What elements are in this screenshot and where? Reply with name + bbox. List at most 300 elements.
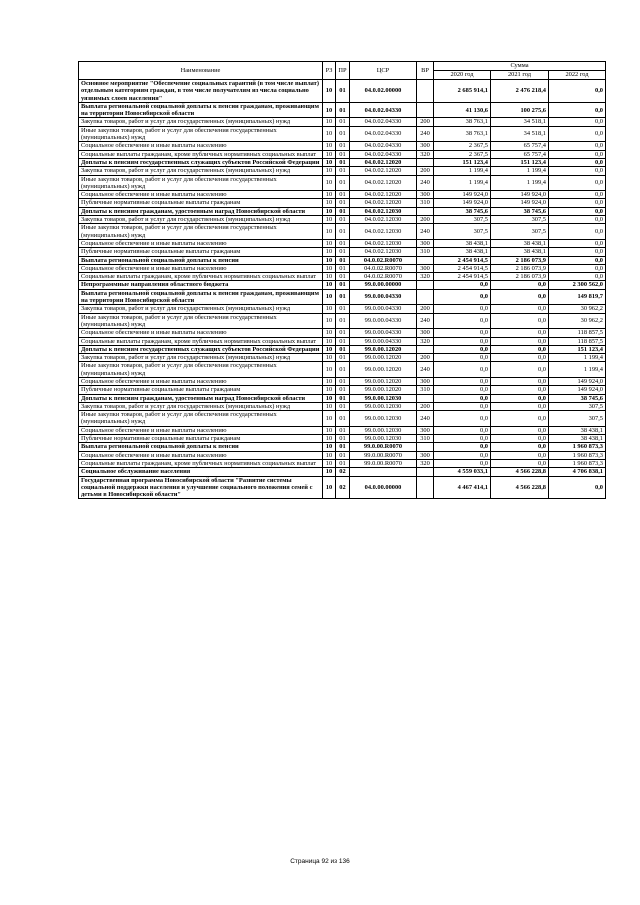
cell-rz: 10: [323, 362, 336, 378]
cell-2021: 0,0: [491, 362, 549, 378]
cell-pr: 01: [336, 207, 350, 215]
cell-pr: 01: [336, 199, 350, 207]
cell-2020: 2 685 914,1: [434, 80, 491, 103]
cell-2020: 2 367,5: [434, 142, 491, 150]
cell-pr: 01: [336, 313, 350, 329]
cell-pr: 01: [336, 158, 350, 166]
cell-csr: 99.0.00.12030: [350, 435, 417, 443]
header-2022: 2022 год: [549, 71, 606, 80]
table-row: [79, 354, 606, 362]
cell-2022: 0,0: [549, 102, 606, 118]
cell-2022: 0,0: [549, 207, 606, 215]
cell-name: Доплаты к пенсиям гражданам, удостоенным наград Новосибирской области: [79, 394, 323, 402]
cell-vr: 200: [417, 118, 434, 126]
cell-2020: 4 559 033,1: [434, 468, 491, 476]
cell-pr: 01: [336, 80, 350, 103]
cell-vr: 320: [417, 150, 434, 158]
cell-csr: [350, 468, 417, 476]
table-row: [79, 426, 606, 434]
cell-2022: 149 924,0: [549, 377, 606, 385]
cell-name: Закупка товаров, работ и услуг для государственных (муниципальных) нужд: [79, 118, 323, 126]
budget-document: [78, 61, 605, 499]
cell-2020: 2 367,5: [434, 150, 491, 158]
cell-rz: 10: [323, 256, 336, 264]
cell-vr: [417, 345, 434, 353]
cell-vr: 320: [417, 337, 434, 345]
cell-name: Закупка товаров, работ и услуг для государственных (муниципальных) нужд: [79, 216, 323, 224]
cell-2021: 34 518,1: [491, 126, 549, 142]
cell-2020: 0,0: [434, 377, 491, 385]
cell-2022: 0,0: [549, 175, 606, 191]
cell-rz: 10: [323, 305, 336, 313]
cell-2022: 307,5: [549, 411, 606, 427]
cell-csr: 04.0.02.R0070: [350, 273, 417, 281]
cell-rz: 10: [323, 459, 336, 467]
cell-vr: 240: [417, 224, 434, 240]
table-row: [79, 175, 606, 191]
page-number: Страница 92 из 136: [290, 858, 350, 865]
cell-name: Социальное обеспечение и иные выплаты населению: [79, 142, 323, 150]
cell-2022: 0,0: [549, 167, 606, 175]
cell-vr: 200: [417, 167, 434, 175]
cell-csr: 99.0.00.12020: [350, 345, 417, 353]
cell-vr: 240: [417, 362, 434, 378]
cell-pr: 01: [336, 394, 350, 402]
cell-2020: 149 924,0: [434, 199, 491, 207]
cell-2022: 118 857,5: [549, 337, 606, 345]
cell-2022: 0,0: [549, 256, 606, 264]
table-row: [79, 118, 606, 126]
cell-2021: 0,0: [491, 459, 549, 467]
cell-rz: 10: [323, 216, 336, 224]
cell-2021: 0,0: [491, 411, 549, 427]
cell-name: Социальное обеспечение и иные выплаты населению: [79, 191, 323, 199]
table-row: [79, 126, 606, 142]
cell-2022: 0,0: [549, 191, 606, 199]
cell-2022: 0,0: [549, 142, 606, 150]
cell-rz: 10: [323, 248, 336, 256]
cell-rz: 10: [323, 329, 336, 337]
cell-name: Социальное обеспечение и иные выплаты населению: [79, 451, 323, 459]
cell-2021: 65 757,4: [491, 142, 549, 150]
cell-vr: 300: [417, 329, 434, 337]
cell-2022: 0,0: [549, 216, 606, 224]
cell-name: Закупка товаров, работ и услуг для государственных (муниципальных) нужд: [79, 305, 323, 313]
cell-2020: 0,0: [434, 402, 491, 410]
cell-name: Публичные нормативные социальные выплаты гражданам: [79, 248, 323, 256]
cell-2020: 0,0: [434, 345, 491, 353]
cell-name: Социальное обслуживание населения: [79, 468, 323, 476]
cell-rz: 10: [323, 386, 336, 394]
cell-vr: [417, 158, 434, 166]
cell-pr: 01: [336, 126, 350, 142]
cell-pr: 01: [336, 216, 350, 224]
cell-name: Социальное обеспечение и иные выплаты населению: [79, 377, 323, 385]
cell-pr: 01: [336, 377, 350, 385]
cell-vr: 300: [417, 426, 434, 434]
cell-2021: 1 199,4: [491, 167, 549, 175]
cell-2022: 38 438,1: [549, 426, 606, 434]
cell-name: Иные закупки товаров, работ и услуг для обеспечения государственных (муниципальных) нужд: [79, 224, 323, 240]
cell-vr: [417, 256, 434, 264]
cell-pr: 01: [336, 289, 350, 305]
cell-csr: 04.0.02.04330: [350, 126, 417, 142]
header-2021: 2021 год: [491, 71, 549, 80]
cell-pr: 01: [336, 443, 350, 451]
cell-2020: 2 454 914,5: [434, 256, 491, 264]
table-row: [79, 167, 606, 175]
table-row: [79, 289, 606, 305]
cell-rz: 10: [323, 476, 336, 499]
table-row: [79, 329, 606, 337]
cell-csr: 99.0.00.12020: [350, 386, 417, 394]
cell-name: Доплаты к пенсиям гражданам, удостоенным наград Новосибирской области: [79, 207, 323, 215]
cell-2021: 0,0: [491, 426, 549, 434]
header-sum: Сумма: [434, 62, 606, 71]
cell-2021: 0,0: [491, 329, 549, 337]
cell-2022: 0,0: [549, 476, 606, 499]
cell-rz: 10: [323, 126, 336, 142]
table-row: [79, 411, 606, 427]
cell-csr: 99.0.00.12020: [350, 362, 417, 378]
cell-csr: 99.0.00.R0070: [350, 459, 417, 467]
cell-pr: 01: [336, 402, 350, 410]
cell-2021: 38 438,1: [491, 248, 549, 256]
cell-name: Социальное обеспечение и иные выплаты населению: [79, 329, 323, 337]
cell-2021: 0,0: [491, 443, 549, 451]
cell-pr: 01: [336, 118, 350, 126]
cell-2021: 2 476 218,4: [491, 80, 549, 103]
cell-name: Иные закупки товаров, работ и услуг для обеспечения государственных (муниципальных) нужд: [79, 411, 323, 427]
cell-2020: 0,0: [434, 354, 491, 362]
cell-2021: 2 186 073,9: [491, 273, 549, 281]
cell-vr: 300: [417, 191, 434, 199]
cell-name: Иные закупки товаров, работ и услуг для обеспечения государственных (муниципальных) нужд: [79, 175, 323, 191]
table-row: [79, 313, 606, 329]
cell-csr: 04.0.02.12030: [350, 207, 417, 215]
cell-rz: 10: [323, 337, 336, 345]
cell-2021: 0,0: [491, 377, 549, 385]
cell-2020: 38 438,1: [434, 248, 491, 256]
cell-rz: 10: [323, 158, 336, 166]
cell-2021: 34 518,1: [491, 118, 549, 126]
cell-pr: 01: [336, 305, 350, 313]
cell-2020: 0,0: [434, 337, 491, 345]
cell-vr: 200: [417, 354, 434, 362]
cell-csr: 04.0.00.00000: [350, 476, 417, 499]
cell-pr: 01: [336, 411, 350, 427]
cell-2020: 38 438,1: [434, 239, 491, 247]
cell-2020: 307,5: [434, 224, 491, 240]
cell-2020: 151 123,4: [434, 158, 491, 166]
cell-csr: 99.0.00.12020: [350, 377, 417, 385]
cell-2022: 0,0: [549, 80, 606, 103]
cell-2022: 0,0: [549, 273, 606, 281]
table-row: [79, 216, 606, 224]
cell-pr: 02: [336, 476, 350, 499]
cell-name: Выплата региональной социальной доплаты к пенсии: [79, 443, 323, 451]
cell-2020: 2 454 914,5: [434, 273, 491, 281]
cell-2022: 30 962,2: [549, 305, 606, 313]
table-body: [79, 80, 606, 499]
cell-2022: 1 960 873,3: [549, 451, 606, 459]
cell-pr: 01: [336, 459, 350, 467]
cell-csr: 04.0.02.12030: [350, 216, 417, 224]
cell-csr: 04.0.02.04330: [350, 102, 417, 118]
cell-csr: 99.0.00.R0070: [350, 451, 417, 459]
cell-vr: 310: [417, 435, 434, 443]
cell-vr: 200: [417, 216, 434, 224]
cell-name: Социальное обеспечение и иные выплаты населению: [79, 264, 323, 272]
cell-name: Социальные выплаты гражданам, кроме публичных нормативных социальных выплат: [79, 150, 323, 158]
cell-csr: 99.0.00.04330: [350, 289, 417, 305]
cell-csr: 99.0.00.04330: [350, 337, 417, 345]
cell-rz: 10: [323, 435, 336, 443]
cell-vr: 300: [417, 239, 434, 247]
table-row: [79, 207, 606, 215]
cell-pr: 01: [336, 273, 350, 281]
cell-rz: 10: [323, 142, 336, 150]
table-row: [79, 199, 606, 207]
cell-2022: 149 819,7: [549, 289, 606, 305]
cell-rz: 10: [323, 191, 336, 199]
cell-name: Доплаты к пенсиям государственных служащих субъектов Российской Федерации: [79, 345, 323, 353]
table-row: [79, 305, 606, 313]
cell-name: Социальное обеспечение и иные выплаты населению: [79, 239, 323, 247]
cell-2022: 0,0: [549, 118, 606, 126]
cell-pr: 01: [336, 329, 350, 337]
cell-vr: 200: [417, 305, 434, 313]
cell-vr: 310: [417, 386, 434, 394]
cell-2022: 149 924,0: [549, 386, 606, 394]
cell-rz: 10: [323, 394, 336, 402]
cell-2021: 0,0: [491, 345, 549, 353]
cell-csr: 99.0.00.04330: [350, 305, 417, 313]
cell-rz: 10: [323, 102, 336, 118]
cell-2021: 0,0: [491, 394, 549, 402]
cell-vr: 300: [417, 377, 434, 385]
cell-2021: 149 924,0: [491, 199, 549, 207]
cell-pr: 01: [336, 451, 350, 459]
cell-2020: 0,0: [434, 329, 491, 337]
cell-rz: 10: [323, 264, 336, 272]
cell-2020: 0,0: [434, 459, 491, 467]
header-pr: ПР: [336, 62, 350, 80]
cell-pr: 01: [336, 354, 350, 362]
cell-name: Закупка товаров, работ и услуг для государственных (муниципальных) нужд: [79, 354, 323, 362]
cell-2022: 0,0: [549, 150, 606, 158]
cell-pr: 01: [336, 248, 350, 256]
cell-name: Социальные выплаты гражданам, кроме публичных нормативных социальных выплат: [79, 273, 323, 281]
cell-2022: 0,0: [549, 158, 606, 166]
cell-rz: 10: [323, 411, 336, 427]
cell-csr: 04.0.02.12020: [350, 175, 417, 191]
cell-csr: 04.0.02.12030: [350, 248, 417, 256]
cell-2020: 0,0: [434, 386, 491, 394]
cell-2021: 0,0: [491, 435, 549, 443]
cell-name: Выплата региональной социальной доплаты к пенсии: [79, 256, 323, 264]
cell-2021: 1 199,4: [491, 175, 549, 191]
cell-rz: 10: [323, 80, 336, 103]
cell-2020: 0,0: [434, 289, 491, 305]
cell-2022: 1 960 873,3: [549, 459, 606, 467]
cell-rz: 10: [323, 443, 336, 451]
cell-pr: 01: [336, 150, 350, 158]
header-name: Наименование: [79, 62, 323, 80]
cell-vr: [417, 207, 434, 215]
cell-name: Доплаты к пенсиям государственных служащих субъектов Российской Федерации: [79, 158, 323, 166]
table-row: [79, 224, 606, 240]
cell-csr: 04.0.02.04330: [350, 150, 417, 158]
cell-2022: 0,0: [549, 264, 606, 272]
cell-name: Иные закупки товаров, работ и услуг для обеспечения государственных (муниципальных) нужд: [79, 313, 323, 329]
cell-vr: [417, 468, 434, 476]
cell-csr: 04.0.02.12030: [350, 224, 417, 240]
table-row: [79, 142, 606, 150]
table-row: [79, 191, 606, 199]
cell-rz: 10: [323, 377, 336, 385]
cell-vr: [417, 476, 434, 499]
cell-vr: 300: [417, 142, 434, 150]
cell-pr: 01: [336, 345, 350, 353]
cell-csr: 04.0.02.00000: [350, 80, 417, 103]
cell-2021: 100 275,6: [491, 102, 549, 118]
cell-2020: 38 763,1: [434, 126, 491, 142]
cell-2021: 0,0: [491, 305, 549, 313]
cell-pr: 01: [336, 426, 350, 434]
cell-vr: 300: [417, 264, 434, 272]
cell-vr: [417, 443, 434, 451]
cell-2021: 307,5: [491, 224, 549, 240]
cell-name: Государственная программа Новосибирской области "Развитие системы социальной поддержки населения и улучшение социального положения семей с детьми в Новосибирской области": [79, 476, 323, 499]
cell-name: Социальное обеспечение и иные выплаты населению: [79, 426, 323, 434]
cell-pr: 01: [336, 175, 350, 191]
cell-csr: 99.0.00.04330: [350, 313, 417, 329]
cell-vr: 240: [417, 175, 434, 191]
cell-name: Выплата региональной социальной доплаты к пенсии гражданам, проживающим на территории Новосибирской области: [79, 289, 323, 305]
cell-2020: 38 745,6: [434, 207, 491, 215]
table-row: [79, 273, 606, 281]
cell-pr: 01: [336, 167, 350, 175]
cell-vr: [417, 289, 434, 305]
cell-2020: 0,0: [434, 426, 491, 434]
cell-rz: 10: [323, 451, 336, 459]
cell-2021: 2 186 073,9: [491, 264, 549, 272]
cell-name: Основное мероприятие "Обеспечение социальных гарантий (в том числе выплат) отдельным категориям граждан, в том числе получателям из числа социально уязвимых слоев населения": [79, 80, 323, 103]
cell-csr: 99.0.00.R0070: [350, 443, 417, 451]
cell-name: Закупка товаров, работ и услуг для государственных (муниципальных) нужд: [79, 167, 323, 175]
cell-csr: 04.0.02.12030: [350, 239, 417, 247]
table-row: [79, 377, 606, 385]
cell-2022: 1 199,4: [549, 362, 606, 378]
cell-rz: 10: [323, 224, 336, 240]
cell-2021: 0,0: [491, 402, 549, 410]
cell-vr: 310: [417, 248, 434, 256]
cell-2021: 38 438,1: [491, 239, 549, 247]
table-header: [79, 62, 606, 80]
cell-2021: 149 924,0: [491, 191, 549, 199]
cell-2022: 2 300 562,0: [549, 281, 606, 289]
cell-rz: 10: [323, 167, 336, 175]
cell-vr: 240: [417, 126, 434, 142]
table-row: [79, 158, 606, 166]
cell-2022: 4 706 838,1: [549, 468, 606, 476]
table-row: [79, 345, 606, 353]
cell-pr: 02: [336, 468, 350, 476]
cell-2020: 2 454 914,5: [434, 264, 491, 272]
cell-2021: 0,0: [491, 313, 549, 329]
cell-rz: 10: [323, 239, 336, 247]
cell-rz: 10: [323, 118, 336, 126]
cell-2021: 307,5: [491, 216, 549, 224]
cell-2020: 0,0: [434, 313, 491, 329]
header-2020: 2020 год: [434, 71, 491, 80]
cell-name: Непрограммные направления областного бюджета: [79, 281, 323, 289]
table-row: [79, 239, 606, 247]
cell-name: Выплата региональной социальной доплаты к пенсии гражданам, проживающим на территории Новосибирской области: [79, 102, 323, 118]
table-row: [79, 248, 606, 256]
cell-pr: 01: [336, 386, 350, 394]
cell-2021: 38 745,6: [491, 207, 549, 215]
cell-csr: 04.0.02.12020: [350, 167, 417, 175]
table-row: [79, 459, 606, 467]
cell-2020: 1 199,4: [434, 167, 491, 175]
cell-csr: 99.0.00.04330: [350, 329, 417, 337]
cell-2020: 0,0: [434, 451, 491, 459]
cell-csr: 99.0.00.00000: [350, 281, 417, 289]
table-row: [79, 443, 606, 451]
budget-table: [78, 61, 606, 499]
cell-2020: 149 924,0: [434, 191, 491, 199]
cell-pr: 01: [336, 281, 350, 289]
cell-rz: 10: [323, 468, 336, 476]
cell-2021: 151 123,4: [491, 158, 549, 166]
cell-2022: 151 123,4: [549, 345, 606, 353]
cell-pr: 01: [336, 435, 350, 443]
table-row: [79, 256, 606, 264]
cell-2021: 2 186 073,9: [491, 256, 549, 264]
cell-vr: [417, 102, 434, 118]
cell-2021: 0,0: [491, 354, 549, 362]
cell-rz: 10: [323, 207, 336, 215]
table-row: [79, 281, 606, 289]
table-row: [79, 337, 606, 345]
cell-rz: 10: [323, 289, 336, 305]
cell-2021: 0,0: [491, 281, 549, 289]
cell-pr: 01: [336, 256, 350, 264]
cell-csr: 04.0.02.R0070: [350, 264, 417, 272]
cell-rz: 10: [323, 426, 336, 434]
cell-vr: 240: [417, 313, 434, 329]
cell-2020: 0,0: [434, 435, 491, 443]
cell-name: Иные закупки товаров, работ и услуг для обеспечения государственных (муниципальных) нужд: [79, 126, 323, 142]
table-row: [79, 80, 606, 103]
cell-2020: 0,0: [434, 411, 491, 427]
table-row: [79, 476, 606, 499]
cell-2020: 0,0: [434, 394, 491, 402]
cell-rz: 10: [323, 150, 336, 158]
cell-name: Социальные выплаты гражданам, кроме публичных нормативных социальных выплат: [79, 459, 323, 467]
cell-csr: 99.0.00.12020: [350, 354, 417, 362]
table-row: [79, 451, 606, 459]
cell-pr: 01: [336, 142, 350, 150]
cell-vr: 300: [417, 451, 434, 459]
cell-2020: 4 467 414,1: [434, 476, 491, 499]
table-row: [79, 150, 606, 158]
cell-name: Закупка товаров, работ и услуг для государственных (муниципальных) нужд: [79, 402, 323, 410]
cell-rz: 10: [323, 402, 336, 410]
cell-csr: 99.0.00.12030: [350, 411, 417, 427]
